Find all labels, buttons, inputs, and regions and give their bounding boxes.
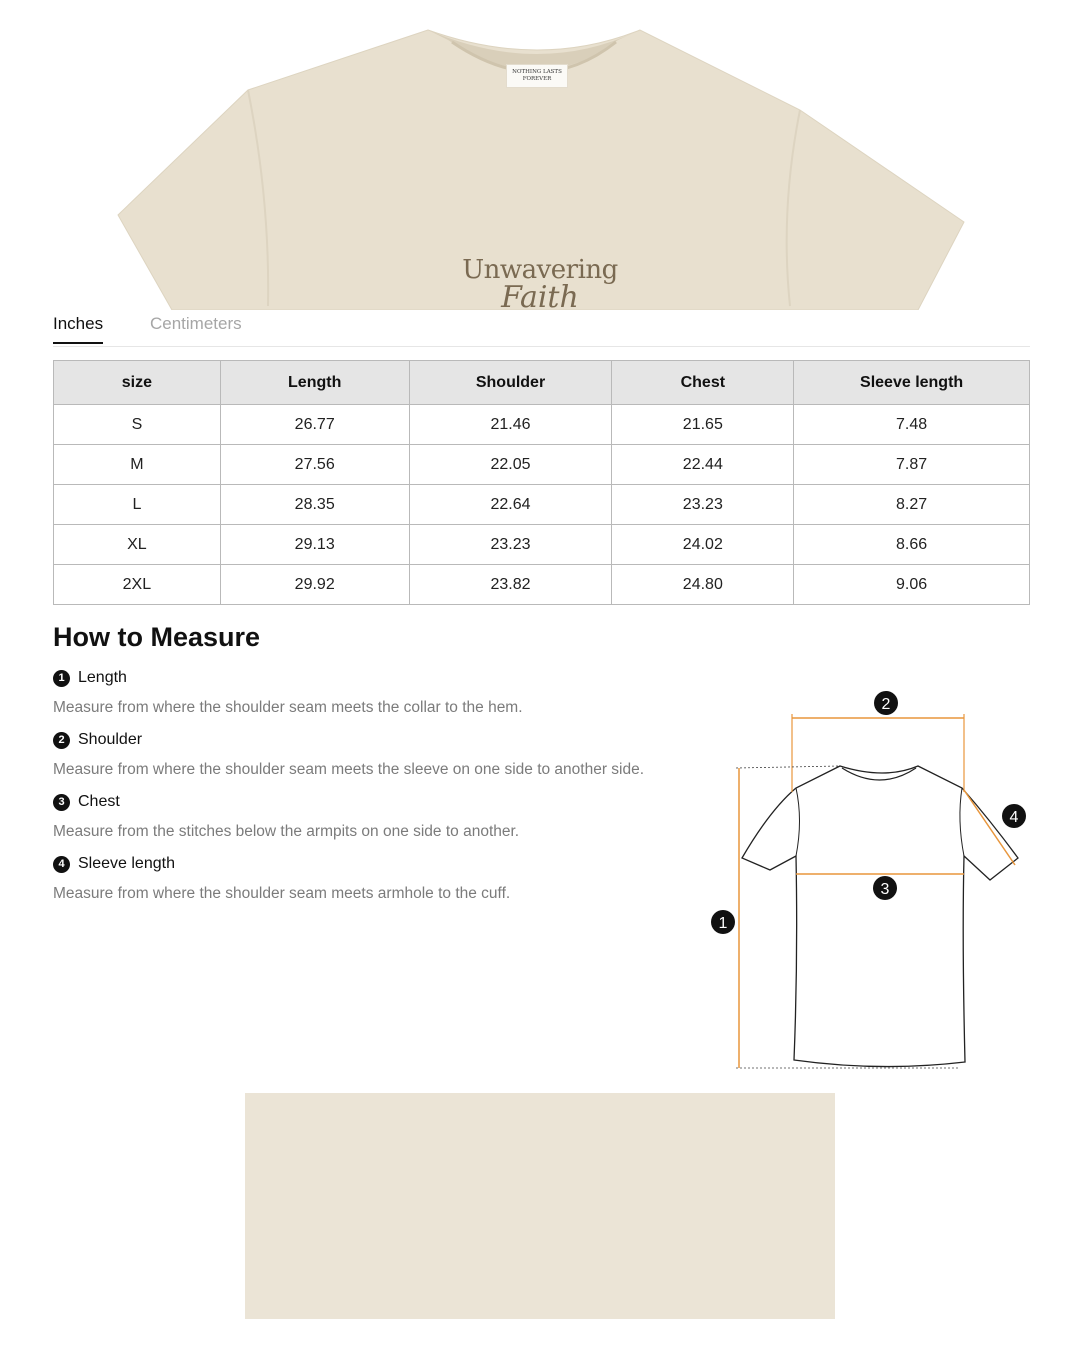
measure-item-description: Measure from where the shoulder seam meets the sleeve on one side to another side. [53,761,645,778]
tshirt-outline-icon [742,766,1018,1067]
svg-text:1: 1 [718,915,728,932]
shirt-print-line2: Faith [501,280,579,310]
number-badge-icon: 3 [53,794,70,811]
cell-sleeve-length: 7.87 [794,445,1030,485]
cell-shoulder: 23.82 [409,565,612,605]
product-photo [0,0,1080,310]
fabric-swatch-image [245,1093,835,1319]
number-badge-icon: 1 [53,670,70,687]
cell-shoulder: 22.05 [409,445,612,485]
cell-sleeve-length: 8.66 [794,525,1030,565]
cell-length: 27.56 [220,445,409,485]
cell-length: 26.77 [220,405,409,445]
measure-item-name: Shoulder [78,731,143,748]
measure-item-name: Sleeve length [78,855,175,872]
cell-size: 2XL [54,565,221,605]
size-chart-table [53,360,1030,605]
cell-sleeve-length: 9.06 [794,565,1030,605]
svg-text:4: 4 [1009,809,1019,826]
measurement-diagram [700,680,1040,1075]
marker-1-icon [711,910,735,934]
marker-3-icon [873,876,897,900]
cell-chest: 24.80 [612,565,794,605]
measure-item-chest [53,793,713,841]
cell-sleeve-length: 8.27 [794,485,1030,525]
cell-size: M [54,445,221,485]
cell-chest: 22.44 [612,445,794,485]
svg-text:3: 3 [880,881,890,898]
table-row [54,405,1030,445]
svg-text:2: 2 [881,696,891,713]
shirt-print-line1: Unwavering [462,255,618,285]
cell-shoulder: 23.23 [409,525,612,565]
table-row [54,525,1030,565]
measure-item-length [53,669,713,717]
header-size: size [54,361,221,405]
measure-item-description: Measure from where the shoulder seam meets the collar to the hem. [53,699,523,716]
how-to-measure-title: How to Measure [53,622,261,652]
table-row [54,565,1030,605]
unit-tabs [53,310,1030,347]
header-shoulder: Shoulder [409,361,612,405]
header-length: Length [220,361,409,405]
measure-item-name: Length [78,669,127,686]
neck-label: NOTHING LASTS FOREVER [506,64,568,88]
measure-item-sleeve-length [53,855,713,903]
measure-item-description: Measure from where the shoulder seam meets armhole to the cuff. [53,885,511,902]
measure-item-description: Measure from the stitches below the armpits on one side to another. [53,823,520,840]
header-chest: Chest [612,361,794,405]
cell-length: 29.13 [220,525,409,565]
marker-2-icon [874,691,898,715]
cell-sleeve-length: 7.48 [794,405,1030,445]
measure-item-name: Chest [78,793,120,810]
tab-centimeters[interactable]: Centimeters [150,314,242,333]
cell-chest: 24.02 [612,525,794,565]
measure-item-shoulder [53,731,713,779]
cell-size: S [54,405,221,445]
cell-shoulder: 22.64 [409,485,612,525]
tab-inches[interactable]: Inches [53,314,103,344]
table-row [54,445,1030,485]
cell-size: L [54,485,221,525]
table-header-row [54,361,1030,405]
table-row [54,485,1030,525]
cell-chest: 21.65 [612,405,794,445]
cell-length: 29.92 [220,565,409,605]
number-badge-icon: 4 [53,856,70,873]
cell-chest: 23.23 [612,485,794,525]
marker-4-icon [1002,804,1026,828]
cell-length: 28.35 [220,485,409,525]
number-badge-icon: 2 [53,732,70,749]
cell-shoulder: 21.46 [409,405,612,445]
cell-size: XL [54,525,221,565]
header-sleeve-length: Sleeve length [794,361,1030,405]
